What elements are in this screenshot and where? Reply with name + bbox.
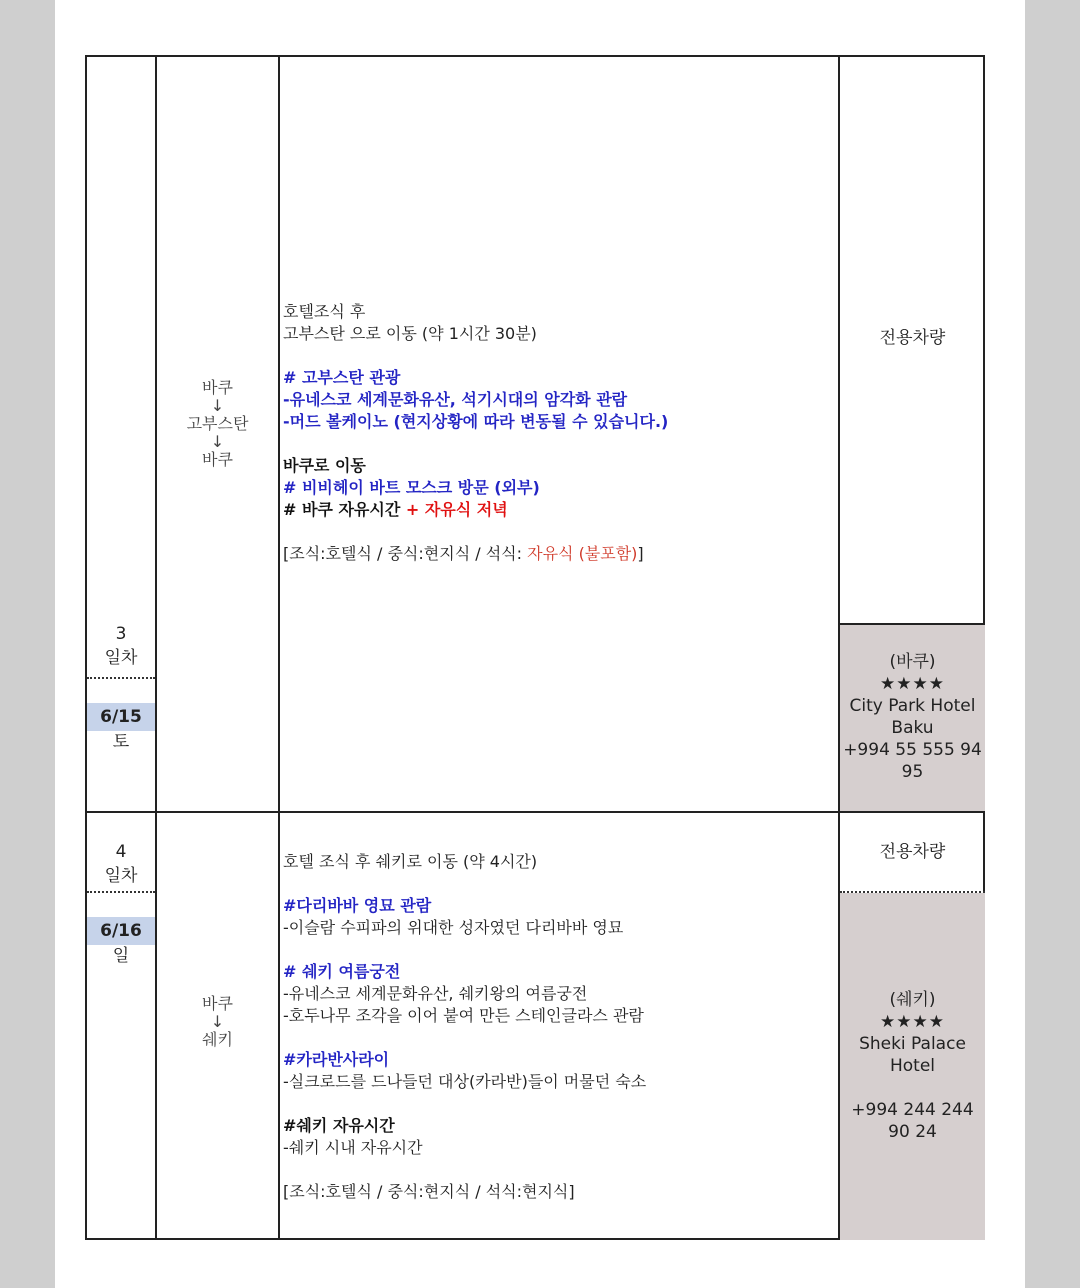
document-page — [55, 0, 1025, 1288]
meal-free-text: 자유식 (불포함) — [527, 544, 638, 563]
day4-day-label: 일차 — [104, 866, 138, 886]
day3-day-number: 3 — [115, 624, 127, 644]
itinerary-line: -호두나무 조각을 이어 붙여 만든 스테인글라스 관람 — [283, 1006, 644, 1025]
hotel-phone: +994 55 555 94 — [843, 740, 982, 760]
day4-route — [157, 993, 278, 1051]
hotel-stars-icon: ★★★★ — [880, 674, 945, 694]
route-stop: 쉐키 — [202, 1030, 233, 1049]
day4-weekday: 일 — [112, 946, 130, 966]
meal-text-end: ] — [637, 544, 644, 563]
hotel-name: City Park Hotel — [849, 696, 976, 716]
day3-day-cell — [87, 623, 155, 669]
day3-route — [157, 377, 278, 471]
hotel-stars-icon: ★★★★ — [880, 1012, 945, 1032]
column-divider — [155, 57, 157, 1238]
day4-date-badge: 6/16 — [87, 917, 155, 945]
day4-date-cell — [87, 917, 155, 967]
meal-info: [조식:호텔식 / 중식:현지식 / 석식:현지식] — [283, 1182, 575, 1201]
itinerary-line: 호텔 조식 후 쉐키로 이동 (약 4시간) — [283, 852, 538, 871]
day3-hotel-panel — [840, 623, 985, 811]
route-stop: 바쿠 — [202, 994, 233, 1013]
itinerary-line: 호텔조식 후 — [283, 302, 366, 321]
day4-dotted-divider — [87, 891, 155, 893]
itinerary-line: -쉐키 시내 자유시간 — [283, 1138, 423, 1157]
itinerary-table — [85, 55, 985, 1240]
arrow-down-icon: ↓ — [210, 396, 225, 415]
itinerary-heading: #쉐키 자유시간 — [283, 1116, 395, 1135]
column-divider — [278, 57, 280, 1238]
day3-date-badge: 6/15 — [87, 703, 155, 731]
itinerary-line: -유네스코 세계문화유산, 석기시대의 암각화 관람 — [283, 390, 628, 409]
arrow-down-icon: ↓ — [210, 432, 225, 451]
day3-transport: 전용차량 — [879, 328, 946, 348]
hotel-name: Baku — [891, 718, 934, 738]
route-stop: 바쿠 — [202, 378, 233, 397]
day3-dotted-divider — [87, 677, 155, 679]
hotel-phone: 90 24 — [888, 1122, 937, 1142]
hotel-phone: +994 244 244 — [851, 1100, 974, 1120]
hotel-name: Hotel — [889, 1056, 936, 1076]
day3-itinerary — [283, 301, 833, 565]
route-stop: 고부스탄 — [186, 414, 249, 433]
itinerary-line: -머드 볼케이노 (현지상황에 따라 변동될 수 있습니다.) — [283, 412, 669, 431]
day3-day-label: 일차 — [104, 648, 138, 668]
itinerary-line: -이슬람 수피파의 위대한 성자였던 다리바바 영묘 — [283, 918, 624, 937]
hotel-city: (쉐키) — [889, 990, 936, 1010]
day4-day-cell — [87, 841, 155, 887]
meal-info — [283, 543, 833, 565]
arrow-down-icon: ↓ — [210, 1012, 225, 1031]
itinerary-heading: #다리바바 영묘 관람 — [283, 896, 432, 915]
itinerary-line: 고부스탄 으로 이동 (약 1시간 30분) — [283, 324, 537, 343]
itinerary-heading: 바쿠로 이동 — [283, 456, 366, 475]
route-stop: 바쿠 — [202, 450, 233, 469]
hotel-phone: 95 — [901, 762, 924, 782]
free-dinner-text: + 자유식 저녁 — [405, 500, 508, 519]
day3-date-cell — [87, 703, 155, 753]
itinerary-line: -유네스코 세계문화유산, 쉐키왕의 여름궁전 — [283, 984, 588, 1003]
itinerary-heading: # 고부스탄 관광 — [283, 368, 401, 387]
day4-day-number: 4 — [115, 842, 127, 862]
itinerary-line: -실크로드를 드나들던 대상(카라반)들이 머물던 숙소 — [283, 1072, 647, 1091]
day4-transport: 전용차량 — [879, 842, 946, 862]
hotel-name: Sheki Palace — [859, 1034, 966, 1054]
itinerary-heading: #카라반사라이 — [283, 1050, 390, 1069]
itinerary-heading: # 비비헤이 바트 모스크 방문 (외부) — [283, 478, 540, 497]
hotel-city: (바쿠) — [889, 652, 936, 672]
itinerary-heading: # 쉐키 여름궁전 — [283, 962, 401, 981]
day3-weekday: 토 — [112, 732, 130, 752]
free-time-text: # 바쿠 자유시간 — [283, 500, 406, 519]
day4-itinerary — [283, 851, 833, 1203]
day4-hotel-panel — [840, 893, 985, 1240]
itinerary-heading — [283, 499, 833, 521]
meal-text: [조식:호텔식 / 중식:현지식 / 석식: — [283, 544, 528, 563]
row-divider — [87, 811, 983, 813]
